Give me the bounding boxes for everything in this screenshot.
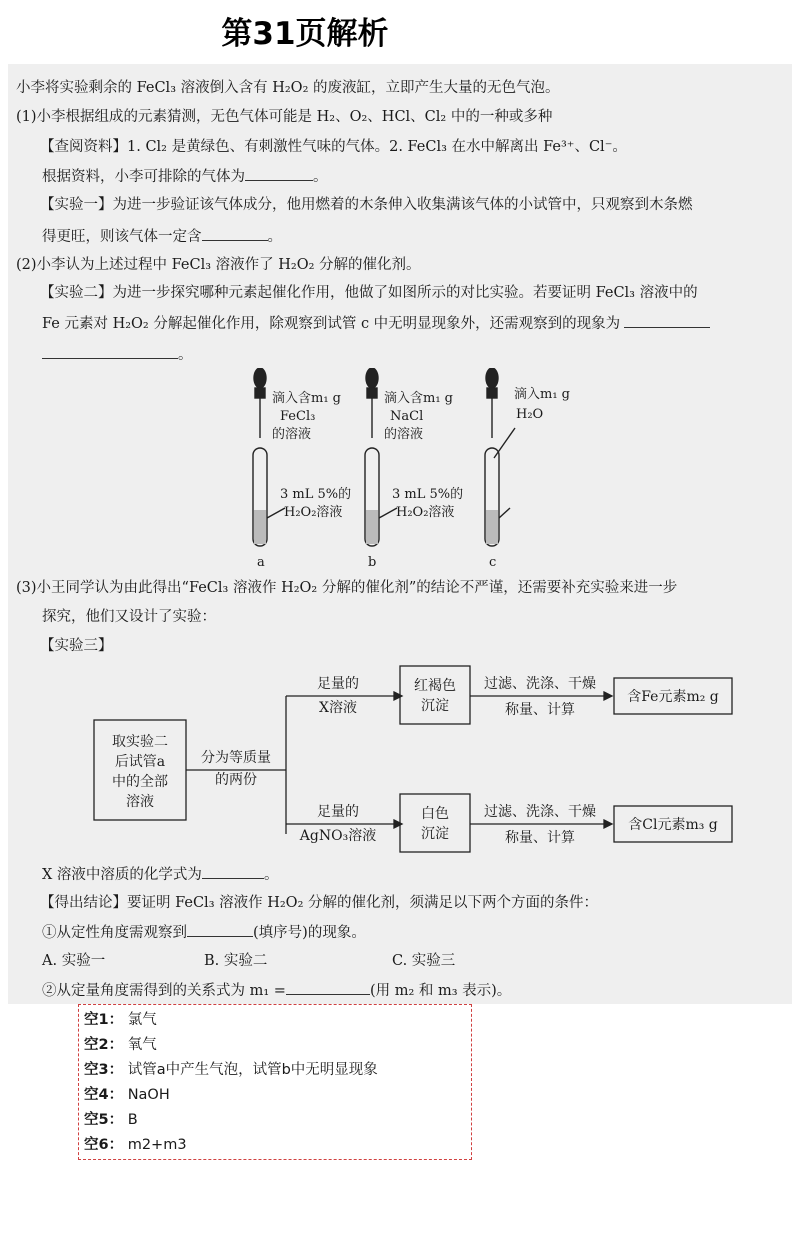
bottom-ppt-line2: 沉淀 <box>421 826 449 842</box>
blank-4[interactable] <box>202 864 264 879</box>
answer-3 <box>84 1060 378 1080</box>
blank-5-tail: (填序号)的现象。 <box>253 925 366 941</box>
blank-line-6 <box>42 980 511 1001</box>
bottom-process-line1: 过滤、洗涤、干燥 <box>484 804 596 820</box>
solution-a-line1: 3 mL 5%的 <box>280 487 352 502</box>
blank-6[interactable] <box>286 980 370 995</box>
reference-info: 【查阅资料】1. Cl₂ 是黄绿色、有刺激性气味的气体。2. FeCl₃ 在水中解离出 Fe³⁺、Cl⁻。 <box>40 139 627 155</box>
top-reagent-line1: 足量的 <box>317 676 359 692</box>
option-c: C. 实验三 <box>392 953 456 969</box>
blank-4-prompt: X 溶液中溶质的化学式为 <box>42 867 202 883</box>
intro-text: 小李将实验剩余的 FeCl₃ 溶液倒入含有 H₂O₂ 的废液缸，立即产生大量的无色气泡。 <box>16 80 560 96</box>
tube-a-label-line3: 的溶液 <box>272 427 312 442</box>
answer-1-value: 氯气 <box>127 1012 157 1028</box>
blank-1[interactable] <box>245 166 313 181</box>
part2-text: (2)小李认为上述过程中 FeCl₃ 溶液作了 H₂O₂ 分解的催化剂。 <box>16 257 421 273</box>
top-ppt-line1: 红褐色 <box>414 678 456 694</box>
tube-b-label-line1: 滴入含m₁ g <box>384 391 453 406</box>
answer-6 <box>84 1135 187 1155</box>
tube-a-label-line1: 滴入含m₁ g <box>272 391 341 406</box>
solution-b-line2: H₂O₂溶液 <box>396 505 455 520</box>
start-box-line1: 取实验二 <box>112 734 168 750</box>
blank-line-2: 得更旺，则该气体一定含 。 <box>42 226 282 247</box>
part3-text: (3)小王同学认为由此得出“FeCl₃ 溶液作 H₂O₂ 分解的催化剂”的结论不严谨，还需要补充实验来进一步 <box>16 580 678 596</box>
part1-text: (1)小李根据组成的元素猜测，无色气体可能是 H₂、O₂、HCl、Cl₂ 中的一种或多种 <box>16 109 553 125</box>
tube-b-label-line3: 的溶液 <box>384 427 424 442</box>
blank-5[interactable] <box>187 922 253 937</box>
tube-c-label-line2: H₂O <box>516 407 544 422</box>
blank-line-5 <box>42 922 366 943</box>
answer-2-value: 氧气 <box>127 1037 157 1053</box>
tube-b-label-line2: NaCl <box>390 409 424 424</box>
answer-5 <box>84 1110 138 1130</box>
answer-4-label: 空4： <box>84 1087 124 1103</box>
blank-5-prompt: ①从定性角度需观察到 <box>42 925 187 941</box>
answer-6-value: m2+m3 <box>127 1137 187 1153</box>
answer-4 <box>84 1085 170 1105</box>
blank-1-prompt: 根据资料，小李可排除的气体为 <box>42 169 245 185</box>
option-b: B. 实验二 <box>204 953 268 969</box>
tube-c-name: c <box>489 555 497 568</box>
answer-box <box>78 1004 472 1160</box>
blank-line-3b: 。 <box>42 344 193 365</box>
experiment2-text: 【实验二】为进一步探究哪种元素起催化作用，他做了如图所示的对比实验。若要证明 FeCl₃ 溶液中的 <box>40 285 698 301</box>
answer-4-value: NaOH <box>127 1087 170 1103</box>
answer-2 <box>84 1035 157 1055</box>
top-process-line2: 称量、计算 <box>505 702 575 718</box>
page-title: 第31页解析 <box>221 16 389 52</box>
answer-1 <box>84 1010 157 1030</box>
bottom-reagent-line1: 足量的 <box>317 804 359 820</box>
option-a: A. 实验一 <box>42 953 106 969</box>
tube-c-label-line1: 滴入m₁ g <box>514 387 570 402</box>
bottom-reagent-line2: AgNO₃溶液 <box>299 828 377 844</box>
top-process-line1: 过滤、洗涤、干燥 <box>484 676 596 692</box>
blank-2-prompt: 得更旺，则该气体一定含 <box>42 229 202 245</box>
flowchart-figure <box>88 660 748 860</box>
answer-2-label: 空2： <box>84 1037 124 1053</box>
start-box-line2: 后试管a <box>114 754 166 770</box>
part3-text-2: 探究，他们又设计了实验： <box>42 609 216 625</box>
top-reagent-line2: X溶液 <box>319 700 357 716</box>
blank-6-prompt: ②从定量角度需得到的关系式为 m₁ = <box>42 983 286 999</box>
answer-5-value: B <box>127 1112 138 1128</box>
tube-a-label-line2: FeCl₃ <box>280 409 316 424</box>
blank-6-tail: (用 m₂ 和 m₃ 表示)。 <box>369 983 512 999</box>
answer-6-label: 空6： <box>84 1137 124 1153</box>
tube-a-name: a <box>257 555 265 568</box>
blank-3a[interactable] <box>624 313 710 328</box>
blank-line-4: X 溶液中溶质的化学式为 。 <box>42 864 278 885</box>
solution-b-line1: 3 mL 5%的 <box>392 487 464 502</box>
answer-3-label: 空3： <box>84 1062 124 1078</box>
blank-3b[interactable] <box>42 344 178 359</box>
bottom-result: 含Cl元素m₃ g <box>628 817 718 833</box>
solution-a-line2: H₂O₂溶液 <box>284 505 343 520</box>
start-box-line4: 溶液 <box>126 794 154 810</box>
bottom-ppt-line1: 白色 <box>421 806 449 822</box>
conclusion-text: 【得出结论】要证明 FeCl₃ 溶液作 H₂O₂ 分解的催化剂，须满足以下两个方面的条件： <box>40 895 598 911</box>
experiment1-text: 【实验一】为进一步验证该气体成分，他用燃着的木条伸入收集满该气体的小试管中，只观察到木条燃 <box>40 197 693 213</box>
blank-line-3 <box>42 313 710 334</box>
start-box-line3: 中的全部 <box>112 774 168 790</box>
bottom-process-line2: 称量、计算 <box>505 830 575 846</box>
blank-line-1: 根据资料，小李可排除的气体为 。 <box>42 166 328 187</box>
blank-3-prompt: Fe 元素对 H₂O₂ 分解起催化作用，除观察到试管 c 中无明显现象外，还需观察到的现象为 <box>42 316 621 332</box>
answer-3-value: 试管a中产生气泡，试管b中无明显现象 <box>127 1062 378 1078</box>
top-ppt-line2: 沉淀 <box>421 698 449 714</box>
split-label-line2: 的两份 <box>215 772 257 788</box>
answer-1-label: 空1： <box>84 1012 124 1028</box>
split-label-line1: 分为等质量 <box>201 750 271 766</box>
answer-5-label: 空5： <box>84 1112 124 1128</box>
experiment3-title: 【实验三】 <box>40 638 113 654</box>
tube-b-name: b <box>368 555 377 568</box>
blank-2[interactable] <box>202 226 268 241</box>
top-result: 含Fe元素m₂ g <box>627 689 719 705</box>
test-tube-figure <box>240 368 600 568</box>
